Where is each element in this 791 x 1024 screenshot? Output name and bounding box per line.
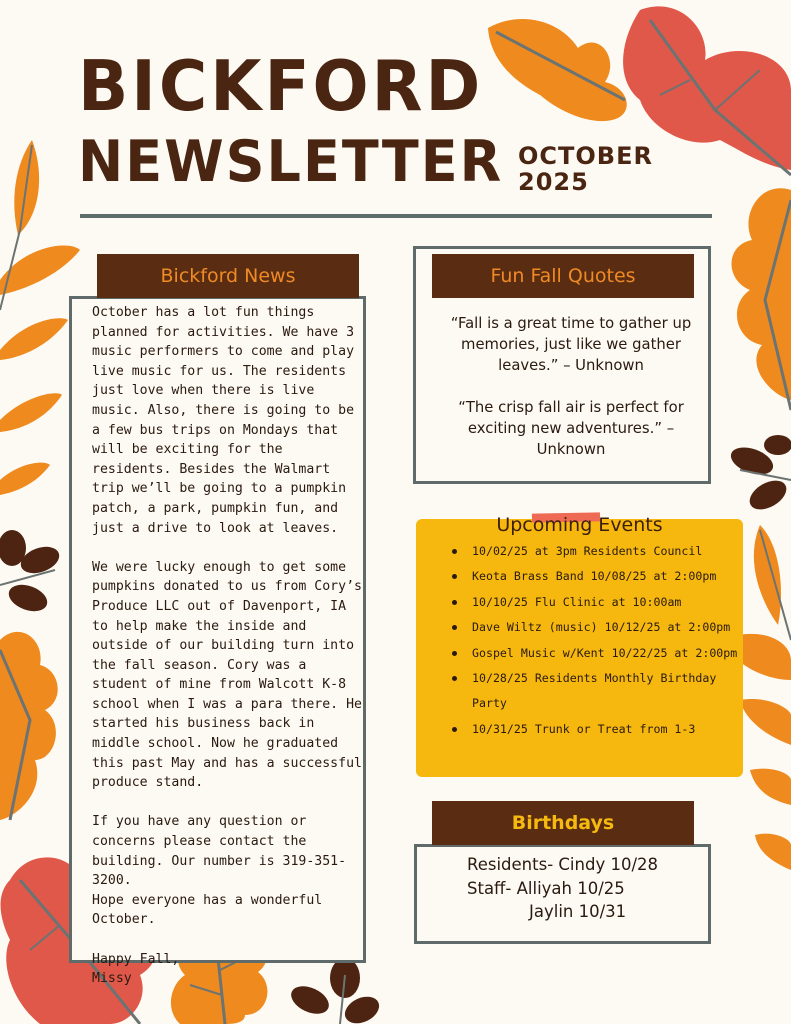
orange-leaf-icon: [731, 188, 791, 410]
news-section-heading: Bickford News: [97, 254, 359, 298]
events-list: [448, 539, 738, 742]
news-section-body: October has a lot fun things planned for activities. We have 3 music performers to come and play live music for us. The residents just love when there is live music. Also, there is going to be a few bus trips on Mondays that will be exciting for the residents. Besides the Walmart trip we’ll be going to a pumpkin patch, a park, pumpkin fun, and just a drive to look at leaves. We were lucky enough to get some pumpkins donated to us from Cory’s Produce LLC out of Davenport, IA to help make the inside and outside of our building turn into the fall season. Cory was a student of mine from Walcott K-8 school when I was a para there. He started his business back in middle school. Now he graduated this past May and has a successful produce stand. If you have any question or concerns please contact the building. Our number is 319-351-3200. Hope everyone has a wonderful October. Happy Fall, Missy: [92, 305, 362, 987]
list-item: 10/31/25 Trunk or Treat from 1-3: [448, 717, 738, 742]
birthdays-section-heading: Birthdays: [432, 801, 694, 845]
quotes-section-heading: Fun Fall Quotes: [432, 254, 694, 298]
list-item: Gospel Music w/Kent 10/22/25 at 2:00pm: [448, 641, 738, 666]
orange-leaf-icon: [488, 19, 627, 121]
list-item: Keota Brass Band 10/08/25 at 2:00pm: [448, 564, 738, 589]
events-section-heading: Upcoming Events: [496, 514, 663, 536]
list-item: 10/28/25 Residents Monthly Birthday Party: [448, 666, 738, 717]
list-item: 10/10/25 Flu Clinic at 10:00am: [448, 590, 738, 615]
list-item: 10/02/25 at 3pm Residents Council: [448, 539, 738, 564]
issue-date: [518, 143, 653, 195]
list-item: Dave Wiltz (music) 10/12/25 at 2:00pm: [448, 615, 738, 640]
birthday-staff-2: Jaylin 10/31: [529, 902, 627, 921]
issue-month: OCTOBER: [518, 142, 653, 170]
birthday-staff: Staff- Alliyah 10/25: [467, 878, 625, 898]
orange-leaf-icon: [0, 140, 80, 495]
brown-leaf-icon: [0, 530, 63, 616]
issue-year: 2025: [518, 168, 589, 196]
quotes-section-body: “Fall is a great time to gather up memories, just like we gather leaves.” – Unknown “The crisp fall air is perfect for exciting new adventures.” – Unknown: [450, 315, 692, 458]
birthday-residents: Residents- Cindy 10/28: [467, 855, 658, 874]
newsletter-title-line2: NEWSLETTER: [78, 128, 504, 195]
brown-leaf-icon: [727, 435, 791, 515]
birthdays-section-body: [467, 853, 658, 924]
newsletter-title-line1: BICKFORD: [78, 46, 484, 127]
masthead-divider: [80, 214, 712, 218]
orange-leaf-icon: [0, 632, 58, 820]
events-panel: [416, 519, 743, 777]
